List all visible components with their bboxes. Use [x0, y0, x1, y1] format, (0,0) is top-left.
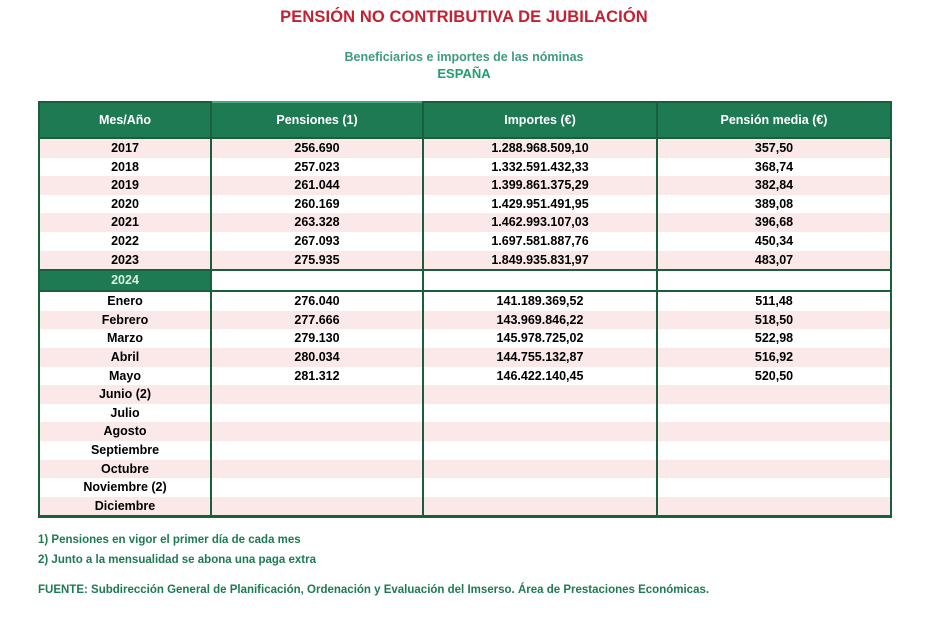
cell-pension-media: 368,74 — [657, 158, 891, 177]
cell-importes — [423, 422, 657, 441]
column-header-mes-ano: Mes/Año — [39, 102, 211, 138]
cell-pension-media: 522,98 — [657, 329, 891, 348]
cell-pensiones: 257.023 — [211, 158, 423, 177]
cell-importes: 143.969.846,22 — [423, 311, 657, 330]
table-row — [39, 460, 891, 479]
cell-mes-ano: Abril — [39, 348, 211, 367]
table-row — [39, 348, 891, 367]
cell-importes: 1.288.968.509,10 — [423, 138, 657, 158]
year-section-spacer — [423, 270, 657, 291]
cell-pension-media: 382,84 — [657, 176, 891, 195]
footnote-1: 1) Pensiones en vigor el primer día de cada mes — [38, 534, 301, 546]
cell-pensiones: 280.034 — [211, 348, 423, 367]
table-row — [39, 195, 891, 214]
cell-pension-media: 516,92 — [657, 348, 891, 367]
cell-pension-media — [657, 385, 891, 404]
cell-importes: 145.978.725,02 — [423, 329, 657, 348]
table-row — [39, 404, 891, 423]
cell-pensiones: 267.093 — [211, 232, 423, 251]
table-row — [39, 441, 891, 460]
table-row — [39, 329, 891, 348]
cell-mes-ano: 2018 — [39, 158, 211, 177]
cell-mes-ano: Octubre — [39, 460, 211, 479]
cell-pensiones: 281.312 — [211, 367, 423, 386]
table-row — [39, 176, 891, 195]
table-row — [39, 213, 891, 232]
table-row — [39, 251, 891, 271]
cell-pension-media: 396,68 — [657, 213, 891, 232]
cell-importes: 1.697.581.887,76 — [423, 232, 657, 251]
cell-pension-media — [657, 460, 891, 479]
page-country-label: ESPAÑA — [437, 66, 491, 81]
cell-pensiones — [211, 441, 423, 460]
cell-pensiones: 279.130 — [211, 329, 423, 348]
table-row — [39, 367, 891, 386]
table-header-row — [39, 102, 891, 138]
table-row — [39, 497, 891, 517]
cell-pensiones: 260.169 — [211, 195, 423, 214]
cell-mes-ano: Agosto — [39, 422, 211, 441]
cell-pension-media — [657, 497, 891, 517]
cell-pension-media: 357,50 — [657, 138, 891, 158]
cell-importes — [423, 385, 657, 404]
cell-pension-media — [657, 478, 891, 497]
cell-mes-ano: Junio (2) — [39, 385, 211, 404]
cell-pension-media: 518,50 — [657, 311, 891, 330]
cell-mes-ano: Enero — [39, 291, 211, 311]
cell-pensiones — [211, 497, 423, 517]
cell-importes — [423, 404, 657, 423]
cell-pension-media: 450,34 — [657, 232, 891, 251]
table-head — [39, 102, 891, 138]
page-subtitle: Beneficiarios e importes de las nóminas — [344, 50, 584, 64]
cell-pensiones: 263.328 — [211, 213, 423, 232]
cell-pension-media — [657, 441, 891, 460]
table-row — [39, 385, 891, 404]
pensions-table — [38, 101, 892, 518]
footnote-2: 2) Junto a la mensualidad se abona una paga extra — [38, 553, 316, 566]
cell-importes — [423, 478, 657, 497]
document-header — [0, 0, 928, 82]
table-row — [39, 158, 891, 177]
cell-mes-ano: 2021 — [39, 213, 211, 232]
cell-pensiones — [211, 404, 423, 423]
pensions-table-container — [38, 101, 890, 518]
cell-importes: 141.189.369,52 — [423, 291, 657, 311]
footnotes — [38, 531, 898, 570]
cell-pensiones — [211, 422, 423, 441]
cell-importes — [423, 460, 657, 479]
cell-importes: 1.462.993.107,03 — [423, 213, 657, 232]
cell-pensiones: 275.935 — [211, 251, 423, 271]
year-section-row — [39, 270, 891, 291]
cell-mes-ano: Marzo — [39, 329, 211, 348]
cell-mes-ano: 2023 — [39, 251, 211, 271]
cell-pension-media: 483,07 — [657, 251, 891, 271]
cell-pension-media: 520,50 — [657, 367, 891, 386]
page-title: PENSIÓN NO CONTRIBUTIVA DE JUBILACIÓN — [280, 8, 648, 26]
table-row — [39, 291, 891, 311]
table-row — [39, 311, 891, 330]
cell-mes-ano: Septiembre — [39, 441, 211, 460]
cell-pensiones: 256.690 — [211, 138, 423, 158]
cell-importes: 1.332.591.432,33 — [423, 158, 657, 177]
table-row — [39, 478, 891, 497]
cell-importes — [423, 441, 657, 460]
cell-pension-media: 389,08 — [657, 195, 891, 214]
cell-mes-ano: 2017 — [39, 138, 211, 158]
cell-pension-media — [657, 404, 891, 423]
cell-pensiones — [211, 385, 423, 404]
cell-importes: 1.849.935.831,97 — [423, 251, 657, 271]
cell-mes-ano: Noviembre (2) — [39, 478, 211, 497]
cell-importes — [423, 497, 657, 517]
cell-importes: 146.422.140,45 — [423, 367, 657, 386]
cell-pensiones — [211, 460, 423, 479]
year-section-label: 2024 — [39, 270, 211, 291]
cell-mes-ano: 2020 — [39, 195, 211, 214]
cell-importes: 144.755.132,87 — [423, 348, 657, 367]
cell-mes-ano: 2019 — [39, 176, 211, 195]
cell-pensiones: 277.666 — [211, 311, 423, 330]
table-row — [39, 422, 891, 441]
table-row — [39, 138, 891, 158]
cell-importes: 1.429.951.491,95 — [423, 195, 657, 214]
column-header-pensiones: Pensiones (1) — [211, 102, 423, 138]
cell-pensiones — [211, 478, 423, 497]
source-line: FUENTE: Subdirección General de Planificación, Ordenación y Evaluación del Imserso. Área de Prestaciones Económicas. — [38, 584, 710, 596]
cell-mes-ano: Diciembre — [39, 497, 211, 517]
cell-pension-media — [657, 422, 891, 441]
column-header-pension-media: Pensión media (€) — [657, 102, 891, 138]
year-section-spacer — [211, 270, 423, 291]
year-section-spacer — [657, 270, 891, 291]
column-header-importes: Importes (€) — [423, 102, 657, 138]
cell-mes-ano: Febrero — [39, 311, 211, 330]
cell-pensiones: 261.044 — [211, 176, 423, 195]
cell-mes-ano: 2022 — [39, 232, 211, 251]
cell-pension-media: 511,48 — [657, 291, 891, 311]
table-row — [39, 232, 891, 251]
cell-importes: 1.399.861.375,29 — [423, 176, 657, 195]
cell-mes-ano: Mayo — [39, 367, 211, 386]
cell-pensiones: 276.040 — [211, 291, 423, 311]
table-body — [39, 138, 891, 517]
cell-mes-ano: Julio — [39, 404, 211, 423]
